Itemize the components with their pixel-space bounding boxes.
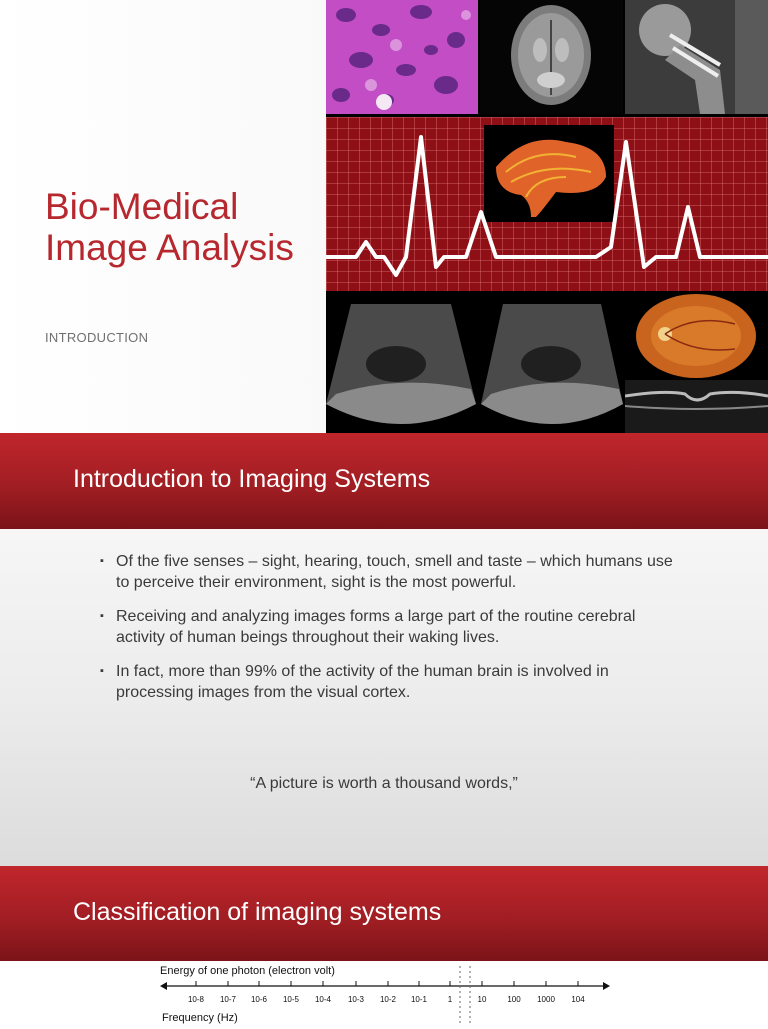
- ultrasound-image-2: [481, 294, 623, 433]
- hip-xray-image: [625, 0, 768, 114]
- spectrum-tick-label: 1000: [537, 995, 555, 1004]
- bullet-item: ▪ Of the five senses – sight, hearing, touch, smell and taste – which humans use to perceive their environment, sight is the most powerful.: [100, 553, 673, 591]
- frequency-axis-label: Frequency (Hz): [162, 1012, 238, 1024]
- ultrasound-image-1: [326, 294, 476, 433]
- brain-mri-image: [480, 0, 623, 114]
- spectrum-tick-label: 104: [571, 995, 585, 1004]
- title-slide: [0, 0, 768, 433]
- spectrum-tick-label: 100: [507, 995, 521, 1004]
- spectrum-tick-label: 1: [447, 995, 453, 1004]
- bullet-item: ▪ Receiving and analyzing images forms a large part of the routine cerebral activity of human beings throughout their waking lives.: [100, 608, 636, 646]
- slide-title: Bio-Medical Image Analysis: [45, 186, 294, 268]
- medical-image-collage: [326, 0, 768, 433]
- bullet-item: ▪ In fact, more than 99% of the activity of the human brain is involved in processing images from the visual cortex.: [100, 663, 609, 701]
- spectrum-diagram: [0, 961, 768, 1024]
- ecg-tractography-image: [326, 117, 768, 291]
- spectrum-tick-label: 10-6: [250, 995, 268, 1004]
- energy-axis-label: Energy of one photon (electron volt): [160, 965, 335, 977]
- section-heading: Classification of imaging systems: [73, 898, 442, 926]
- section-header-introduction: [0, 433, 768, 529]
- spectrum-tick-label: 10-5: [282, 995, 300, 1004]
- bullet-list: [100, 551, 680, 716]
- quote: “A picture is worth a thousand words,”: [250, 775, 518, 792]
- bullet-marker: ▪: [100, 610, 104, 622]
- section-heading: Introduction to Imaging Systems: [73, 465, 431, 493]
- bullet-marker: ▪: [100, 665, 104, 677]
- spectrum-tick-label: 10-7: [219, 995, 237, 1004]
- slide-subtitle: INTRODUCTION: [45, 330, 149, 345]
- spectrum-tick-label: 10-4: [314, 995, 332, 1004]
- section-header-classification: [0, 866, 768, 962]
- bullet-marker: ▪: [100, 555, 104, 567]
- spectrum-tick-label: 10-8: [187, 995, 205, 1004]
- em-spectrum-figure: [0, 961, 768, 1024]
- spectrum-tick-label: 10: [477, 995, 487, 1004]
- retina-oct-image: [625, 294, 768, 433]
- spectrum-tick-label: 10-3: [347, 995, 365, 1004]
- spectrum-tick-label: 10-1: [410, 995, 428, 1004]
- spectrum-tick-label: 10-2: [379, 995, 397, 1004]
- introduction-content: [0, 529, 768, 866]
- histology-image: [326, 0, 478, 114]
- axis-arrow-left: [160, 982, 167, 990]
- axis-arrow-right: [603, 982, 610, 990]
